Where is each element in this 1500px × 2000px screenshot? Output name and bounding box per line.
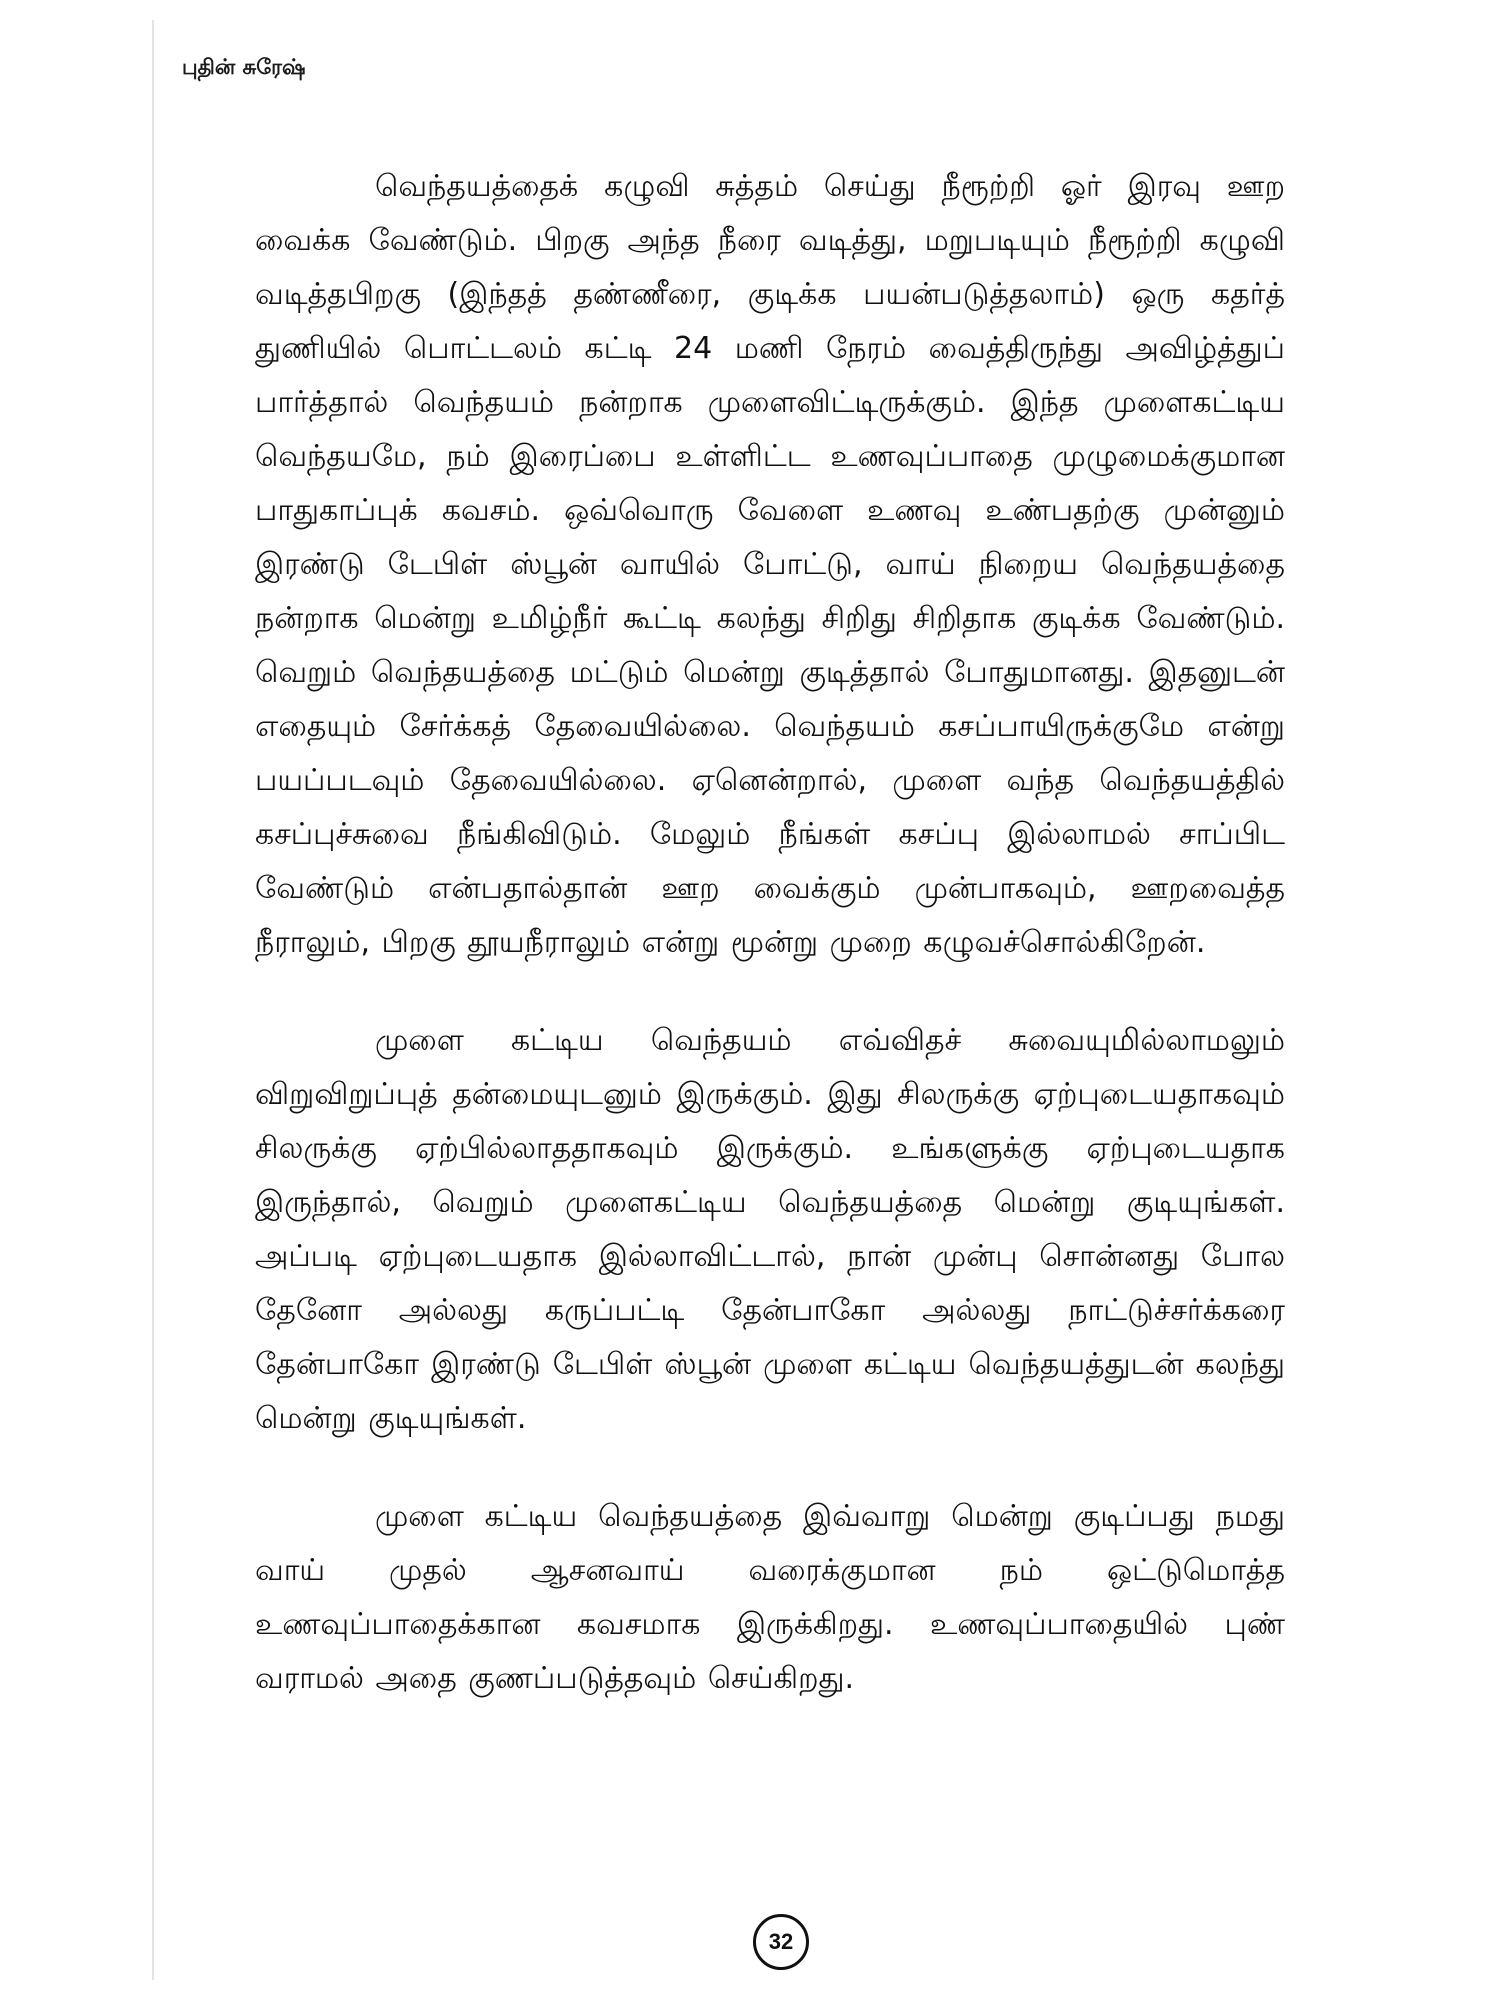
running-header-author: புதின் சுரேஷ் <box>182 55 306 79</box>
body-text <box>255 160 1285 1750</box>
page-number: 32 <box>753 1914 809 1970</box>
binding-edge-rule <box>152 20 154 1980</box>
paragraph-1: வெந்தயத்தைக் கழுவி சுத்தம் செய்து நீரூற்றி ஓர் இரவு ஊற வைக்க வேண்டும். பிறகு அந்த நீரை வடித்து, மறுபடியும் நீரூற்றி கழுவி வடித்தபிறகு (இந்தத் தண்ணீரை, குடிக்க பயன்படுத்தலாம்) ஒரு கதர்த் துணியில் பொட்டலம் கட்டி 24 மணி நேரம் வைத்திருந்து அவிழ்த்துப் பார்த்தால் வெந்தயம் நன்றாக முளைவிட்டிருக்கும். இந்த முளைகட்டிய வெந்தயமே, நம் இரைப்பை உள்ளிட்ட உணவுப்பாதை முழுமைக்குமான பாதுகாப்புக் கவசம். ஒவ்வொரு வேளை உணவு உண்பதற்கு முன்னும் இரண்டு டேபிள் ஸ்பூன் வாயில் போட்டு, வாய் நிறைய வெந்தயத்தை நன்றாக மென்று உமிழ்நீர் கூட்டி கலந்து சிறிது சிறிதாக குடிக்க வேண்டும். வெறும் வெந்தயத்தை மட்டும் மென்று குடித்தால் போதுமானது. இதனுடன் எதையும் சேர்க்கத் தேவையில்லை. வெந்தயம் கசப்பாயிருக்குமே என்று பயப்படவும் தேவையில்லை. ஏனென்றால், முளை வந்த வெந்தயத்தில் கசப்புச்சுவை நீங்கிவிடும். மேலும் நீங்கள் கசப்பு இல்லாமல் சாப்பிட வேண்டும் என்பதால்தான் ஊற வைக்கும் முன்பாகவும், ஊறவைத்த நீராலும், பிறகு தூயநீராலும் என்று மூன்று முறை கழுவச்சொல்கிறேன். <box>255 169 1285 960</box>
paragraph-3: முளை கட்டிய வெந்தயத்தை இவ்வாறு மென்று குடிப்பது நமது வாய் முதல் ஆசனவாய் வரைக்குமான நம் ஒட்டுமொத்த உணவுப்பாதைக்கான கவசமாக இருக்கிறது. உணவுப்பாதையில் புண் வராமல் அதை குணப்படுத்தவும் செய்கிறது. <box>255 1499 1285 1696</box>
paragraph-2: முளை கட்டிய வெந்தயம் எவ்விதச் சுவையுமில்லாமலும் விறுவிறுப்புத் தன்மையுடனும் இருக்கும். இது சிலருக்கு ஏற்புடையதாகவும் சிலருக்கு ஏற்பில்லாததாகவும் இருக்கும். உங்களுக்கு ஏற்புடையதாக இருந்தால், வெறும் முளைகட்டிய வெந்தயத்தை மென்று குடியுங்கள். அப்படி ஏற்புடையதாக இல்லாவிட்டால், நான் முன்பு சொன்னது போல தேனோ அல்லது கருப்பட்டி தேன்பாகோ அல்லது நாட்டுச்சர்க்கரை தேன்பாகோ இரண்டு டேபிள் ஸ்பூன் முளை கட்டிய வெந்தயத்துடன் கலந்து மென்று குடியுங்கள். <box>255 1023 1285 1436</box>
